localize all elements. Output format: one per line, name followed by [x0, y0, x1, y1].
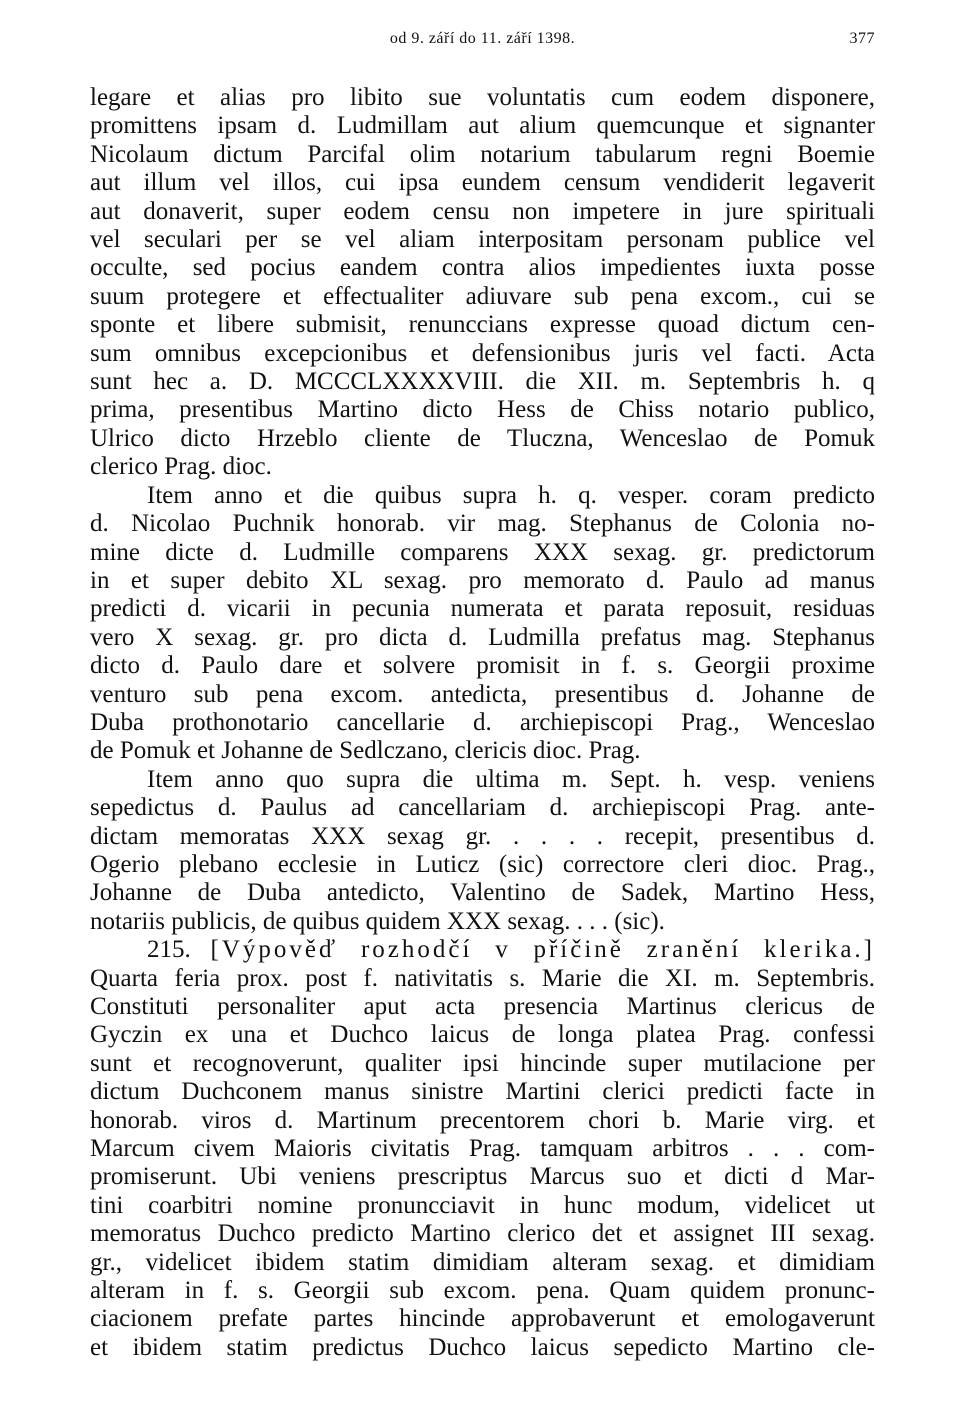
text-line: memoratus Duchco predicto Martino clerico det et assignet III sexag.	[90, 1220, 875, 1248]
text-line: sum omnibus excepcionibus et defensionibus juris vel facti. Acta	[90, 339, 875, 367]
text-line: et ibidem statim predictus Duchco laicus sepedicto Martino cle-	[90, 1333, 875, 1361]
text-line: promittens ipsam d. Ludmillam aut alium quemcunque et signanter	[90, 112, 875, 140]
text-line: de Pomuk et Johanne de Sedlczano, clericis dioc. Prag.	[90, 737, 641, 765]
text-line: occulte, sed pocius eandem contra alios impedientes iuxta posse	[90, 254, 875, 282]
text-line: dictum Duchconem manus sinistre Martini clerici predicti facte in	[90, 1078, 875, 1106]
paragraph-continuation	[90, 84, 875, 482]
text-line: Duba prothonotario cancellarie d. archiepiscopi Prag., Wenceslao	[90, 708, 875, 736]
text-body	[90, 84, 875, 1362]
text-line: honorab. viros d. Martinum precentorem chori b. Marie virg. et	[90, 1106, 875, 1134]
section-title: [Výpověď rozhodčí v příčině zranění klerika.]	[210, 936, 875, 964]
paragraph-item-anno-1	[90, 482, 875, 766]
text-line: prima, presentibus Martino dicto Hess de Chiss notario publico,	[90, 396, 875, 424]
text-line: d. Nicolao Puchnik honorab. vir mag. Stephanus de Colonia no-	[90, 510, 875, 538]
text-line: Johanne de Duba antedicto, Valentino de Sadek, Martino Hess,	[90, 879, 875, 907]
text-line: ciacionem prefate partes hincinde approbaverunt et emologaverunt	[90, 1305, 875, 1333]
page-number: 377	[849, 30, 875, 47]
text-line: notariis publicis, de quibus quidem XXX sexag. . . . (sic).	[90, 907, 665, 935]
text-line: Marcum civem Maioris civitatis Prag. tamquam arbitros . . . com-	[90, 1135, 875, 1163]
text-line: sunt hec a. D. MCCCLXXXXVIII. die XII. m. Septembris h. q	[90, 368, 875, 396]
text-line: tini coarbitri nomine pronuncciavit in hunc modum, videlicet ut	[90, 1191, 875, 1219]
text-line: Ulrico dicto Hrzeblo cliente de Tluczna, Wenceslao de Pomuk	[90, 424, 875, 452]
text-line: suum protegere et effectualiter adiuvare sub pena excom., cui se	[90, 282, 875, 310]
text-line: sponte et libere submisit, renunccians expresse quoad dictum cen-	[90, 311, 875, 339]
text-line: Item anno quo supra die ultima m. Sept. h. vesp. veniens	[147, 765, 875, 793]
text-line: gr., videlicet ibidem statim dimidiam alteram sexag. et dimidiam	[90, 1248, 875, 1276]
text-line: dictam memoratas XXX sexag gr. . . . . recepit, presentibus d.	[90, 822, 875, 850]
text-line: aut donaverit, super eodem censu non impetere in jure spirituali	[90, 197, 875, 225]
text-line: sepedictus d. Paulus ad cancellariam d. archiepiscopi Prag. ante-	[90, 794, 875, 822]
text-line: clerico Prag. dioc.	[90, 453, 272, 481]
text-line: alteram in f. s. Georgii sub excom. pena. Quam quidem pronunc-	[90, 1277, 875, 1305]
text-line: Ogerio plebano ecclesie in Luticz (sic) correctore cleri dioc. Prag.,	[90, 850, 875, 878]
text-line: Gyczin ex una et Duchco laicus de longa platea Prag. confessi	[90, 1021, 875, 1049]
text-line: Quarta feria prox. post f. nativitatis s. Marie die XI. m. Septembris.	[90, 964, 875, 992]
text-line: in et super debito XL sexag. pro memorato d. Paulo ad manus	[90, 566, 875, 594]
section-heading-line	[90, 936, 875, 964]
text-line: Item anno et die quibus supra h. q. vesper. coram predicto	[147, 481, 875, 509]
text-line: venturo sub pena excom. antedicta, presentibus d. Johanne de	[90, 680, 875, 708]
text-line: vero X sexag. gr. pro dicta d. Ludmilla prefatus mag. Stephanus	[90, 623, 875, 651]
text-line: Nicolaum dictum Parcifal olim notarium tabularum regni Boemie	[90, 140, 875, 168]
text-line: sunt et recognoverunt, qualiter ipsi hincinde super mutilacione per	[90, 1049, 875, 1077]
paragraph-item-anno-2	[90, 766, 875, 936]
running-head	[90, 30, 875, 54]
text-line: predicti d. vicarii in pecunia numerata et parata reposuit, residuas	[90, 595, 875, 623]
text-line: mine dicte d. Ludmille comparens XXX sexag. gr. predictorum	[90, 538, 875, 566]
text-line: Constituti personaliter aput acta presencia Martinus clericus de	[90, 993, 875, 1020]
section-number: 215.	[147, 936, 191, 964]
text-line: promiserunt. Ubi veniens prescriptus Marcus suo et dicti d Mar-	[90, 1163, 875, 1191]
text-line: vel seculari per se vel aliam interpositam personam publice vel	[90, 226, 875, 254]
section-215	[90, 936, 875, 1362]
text-line: dicto d. Paulo dare et solvere promisit in f. s. Georgii proxime	[90, 652, 875, 680]
text-line: aut illum vel illos, cui ipsa eundem censum vendiderit legaverit	[90, 169, 875, 197]
running-title: od 9. září do 11. září 1398.	[389, 30, 576, 47]
text-line: legare et alias pro libito sue voluntatis cum eodem disponere,	[90, 84, 875, 111]
